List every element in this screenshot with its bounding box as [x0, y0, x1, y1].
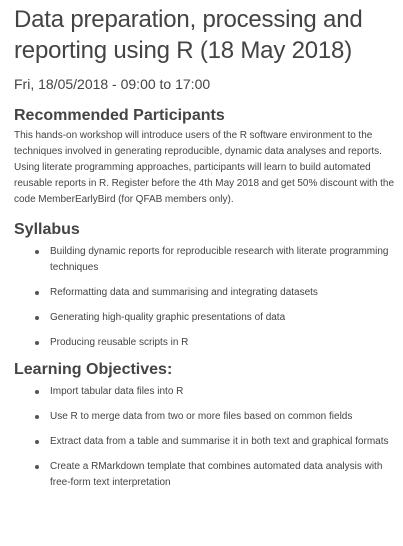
- bullet-icon: [35, 465, 39, 469]
- bullet-icon: [35, 415, 39, 419]
- bullet-icon: [35, 341, 39, 345]
- participants-heading: Recommended Participants: [14, 107, 225, 124]
- objective-item-text: Create a RMarkdown template that combines automated data analysis with free-form text interpretation: [50, 461, 383, 488]
- bullet-icon: [35, 440, 39, 444]
- syllabus-heading: Syllabus: [14, 221, 80, 238]
- syllabus-item: [14, 285, 394, 301]
- syllabus-item: [14, 310, 394, 326]
- objectives-heading: Learning Objectives:: [14, 361, 173, 378]
- bullet-icon: [35, 390, 39, 394]
- syllabus-item-text: Producing reusable scripts in R: [50, 337, 189, 348]
- objective-item: [14, 409, 394, 425]
- bullet-icon: [35, 291, 39, 295]
- bullet-icon: [35, 316, 39, 320]
- objective-item-text: Use R to merge data from two or more files based on common fields: [50, 411, 353, 422]
- syllabus-item-text: Reformatting data and summarising and integrating datasets: [50, 287, 318, 298]
- objective-item-text: Import tabular data files into R: [50, 386, 184, 397]
- event-date: Fri, 18/05/2018 - 09:00 to 17:00: [14, 76, 211, 92]
- objective-item-text: Extract data from a table and summarise it in both text and graphical formats: [50, 436, 389, 447]
- syllabus-item-text: Generating high-quality graphic presentations of data: [50, 312, 286, 323]
- objective-item: [14, 384, 394, 400]
- objectives-list: [14, 384, 394, 491]
- syllabus-item-text: Building dynamic reports for reproducible research with literate programming techniques: [50, 246, 389, 273]
- syllabus-item: [14, 244, 394, 276]
- bullet-icon: [35, 250, 39, 254]
- objective-item: [14, 434, 394, 450]
- page-title: Data preparation, processing and reporting using R (18 May 2018): [14, 6, 363, 64]
- objective-item: [14, 459, 394, 491]
- event-page: [14, 4, 394, 500]
- participants-description: This hands-on workshop will introduce users of the R software environment to the techniques involved in generating reproducible, dynamic data analyses and reports. Using literate programming approaches, participants will learn to build automated reusable reports in R. Register before the 4th May 2018 and get 50% discount with the code MemberEarlyBird (for QFAB members only).: [14, 130, 395, 205]
- syllabus-list: [14, 244, 394, 351]
- syllabus-item: [14, 335, 394, 351]
